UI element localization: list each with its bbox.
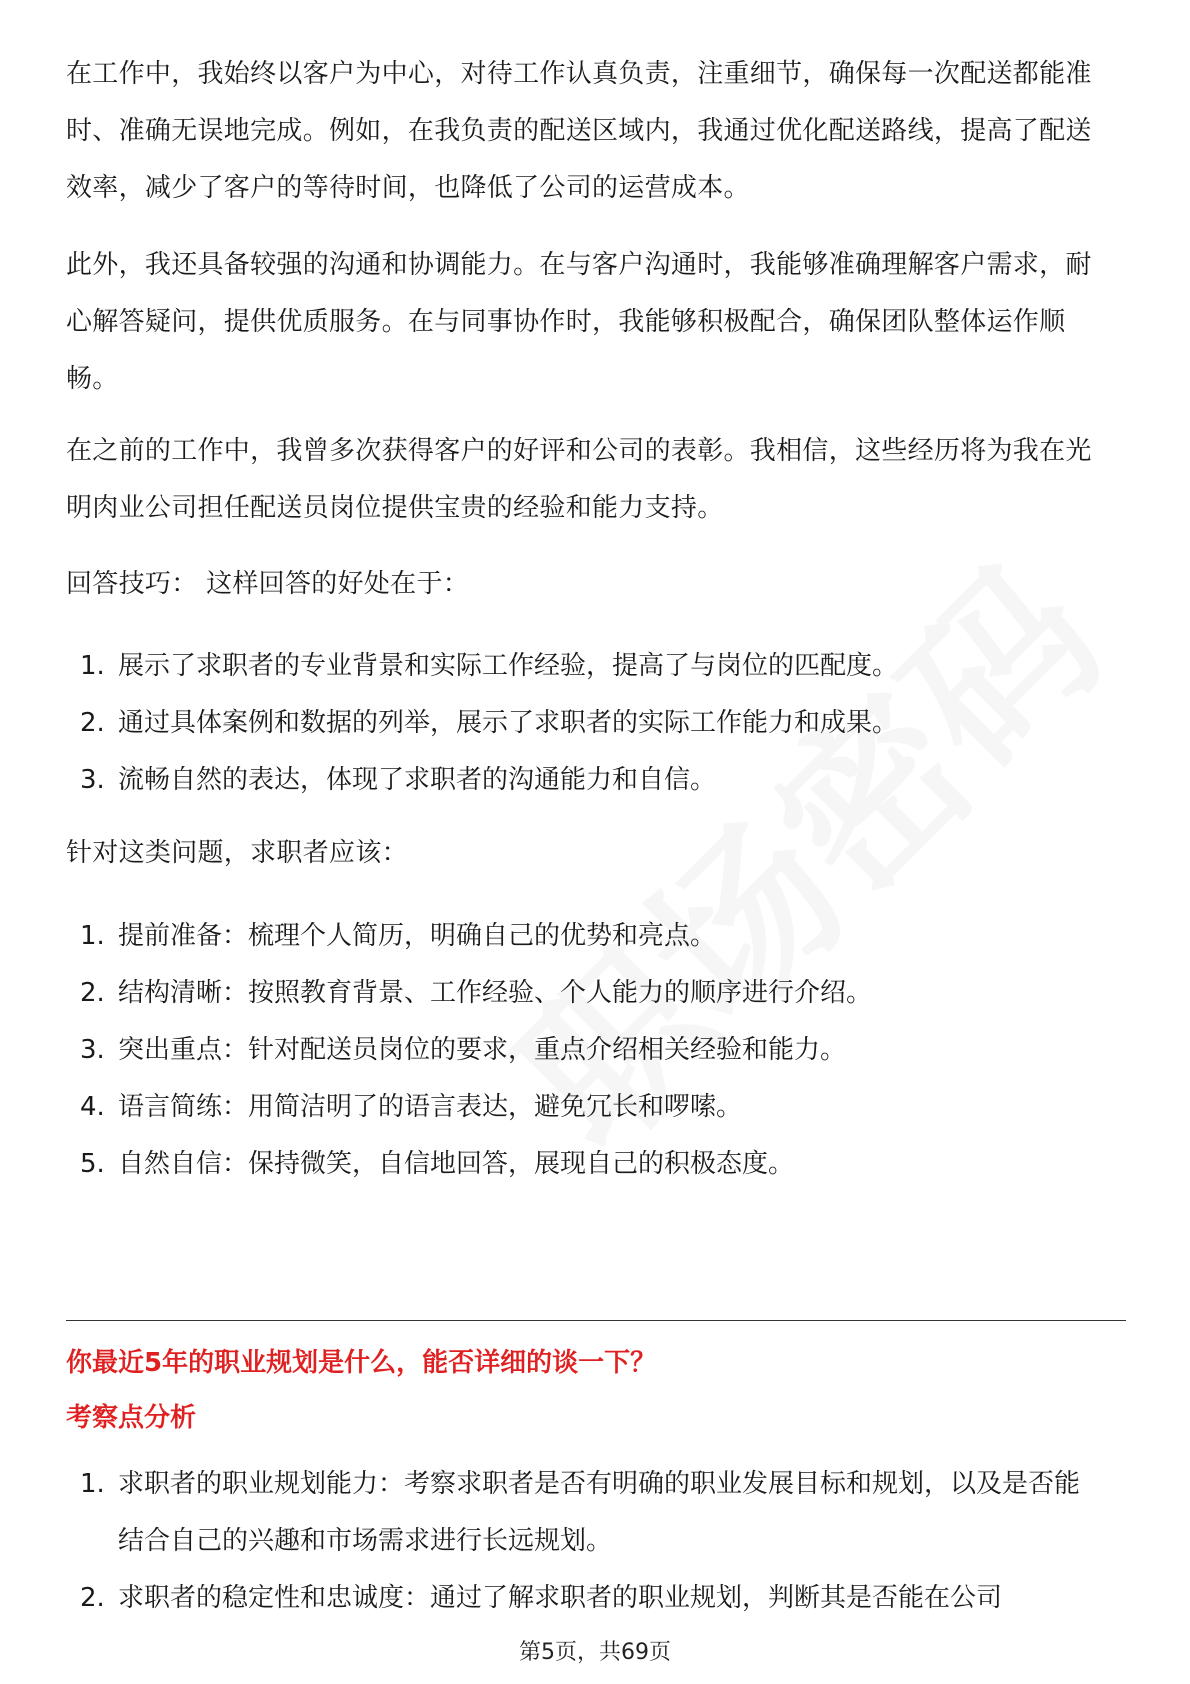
advice-intro: 针对这类问题，求职者应该：	[66, 838, 408, 868]
paragraph-achievements: 在之前的工作中，我曾多次获得客户的好评和公司的表彰。我相信，这些经历将为我在光明肉业公司担任配送员岗位提供宝贵的经验和能力支持。	[66, 436, 1092, 523]
benefits-list	[66, 638, 1126, 809]
paragraph-work-attitude: 在工作中，我始终以客户为中心，对待工作认真负责，注重细节，确保每一次配送都能准时、准确无误地完成。例如，在我负责的配送区域内，我通过优化配送路线，提高了配送效率，减少了客户的等待时间，也降低了公司的运营成本。	[66, 59, 1092, 203]
list-item: 1. 展示了求职者的专业背景和实际工作经验，提高了与岗位的匹配度。	[80, 651, 899, 681]
list-item: 3. 突出重点：针对配送员岗位的要求，重点介绍相关经验和能力。	[80, 1035, 847, 1065]
list-item: 3. 流畅自然的表达，体现了求职者的沟通能力和自信。	[80, 765, 717, 795]
section-divider	[66, 1320, 1126, 1321]
page-number: 第5页，共69页	[519, 1640, 671, 1665]
tips-intro: 回答技巧： 这样回答的好处在于：	[66, 569, 470, 599]
paragraph-communication: 此外，我还具备较强的沟通和协调能力。在与客户沟通时，我能够准确理解客户需求，耐心解答疑问，提供优质服务。在与同事协作时，我能够积极配合，确保团队整体运作顺畅。	[66, 250, 1092, 394]
analysis-list	[66, 1456, 1126, 1627]
list-item: 2. 结构清晰：按照教育背景、工作经验、个人能力的顺序进行介绍。	[80, 978, 873, 1008]
advice-list	[66, 908, 1126, 1193]
list-item: 1. 提前准备：梳理个人简历，明确自己的优势和亮点。	[80, 921, 717, 951]
analysis-heading: 考察点分析	[66, 1403, 197, 1433]
list-item: 2. 通过具体案例和数据的列举，展示了求职者的实际工作能力和成果。	[80, 708, 899, 738]
list-item: 1. 求职者的职业规划能力：考察求职者是否有明确的职业发展目标和规划，以及是否能结合自己的兴趣和市场需求进行长远规划。	[80, 1469, 1081, 1556]
list-item: 4. 语言简练：用简洁明了的语言表达，避免冗长和啰嗦。	[80, 1092, 743, 1122]
list-item: 5. 自然自信：保持微笑，自信地回答，展现自己的积极态度。	[80, 1149, 795, 1179]
list-item: 2. 求职者的稳定性和忠诚度：通过了解求职者的职业规划，判断其是否能在公司	[80, 1583, 1003, 1613]
question-title: 你最近5年的职业规划是什么，能否详细的谈一下？	[66, 1348, 657, 1378]
